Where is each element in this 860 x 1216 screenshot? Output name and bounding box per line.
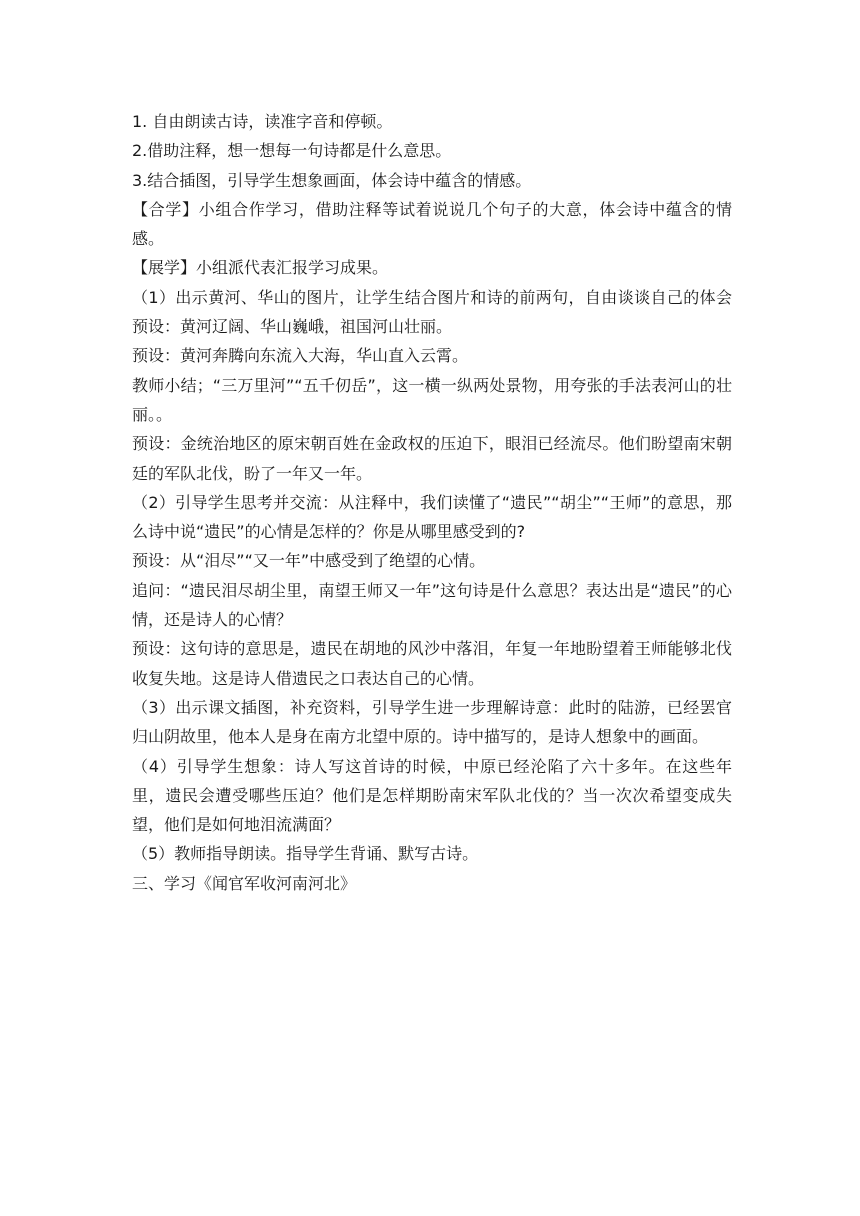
paragraph-5: 【展学】小组派代表汇报学习成果。	[132, 258, 389, 278]
paragraph-13: 预设：这句诗的意思是，遗民在胡地的风沙中落泪，年复一年地盼望着王师能够北伐收复失地。这是诗人借遗民之口表达自己的心情。	[132, 639, 732, 688]
paragraph-14: （3）出示课文插图，补充资料，引导学生进一步理解诗意：此时的陆游，已经罢官归山阴故里，他本人是身在南方北望中原的。诗中描写的，是诗人想象中的画面。	[132, 697, 732, 747]
paragraph-10: （2）引导学生思考并交流：从注释中，我们读懂了“遗民”“胡尘”“王师”的意思，那么诗中说“遗民”的心情是怎样的？你是从哪里感受到的?	[132, 492, 732, 542]
document-body	[132, 107, 732, 898]
paragraph-4: 【合学】小组合作学习，借助注释等试着说说几个句子的大意，体会诗中蕴含的情感。	[132, 199, 732, 249]
paragraph-8: 教师小结；“三万里河”“五千仞岳”，这一横一纵两处景物，用夸张的手法表河山的壮丽。。	[132, 375, 732, 424]
paragraph-11: 预设：从“泪尽”“又一年”中感受到了绝望的心情。	[132, 551, 486, 571]
paragraph-3: 3.结合插图，引导学生想象画面，体会诗中蕴含的情感。	[132, 170, 532, 190]
paragraph-16: （5）教师指导朗读。指导学生背诵、默写古诗。	[132, 844, 479, 864]
section-heading: 三、学习《闻官军收河南河北》	[132, 873, 357, 893]
paragraph-7: 预设：黄河奔腾向东流入大海，华山直入云霄。	[132, 346, 469, 366]
paragraph-1: 1. 自由朗读古诗，读准字音和停顿。	[132, 112, 393, 131]
paragraph-2: 2.借助注释，想一想每一句诗都是什么意思。	[132, 141, 452, 161]
paragraph-15: （4）引导学生想象：诗人写这首诗的时候，中原已经沦陷了六十多年。在这些年里，遗民会遭受哪些压迫？他们是怎样期盼南宋军队北伐的？当一次次希望变成失望，他们是如何地泪流满面？	[132, 756, 732, 835]
paragraph-12: 追问：“遗民泪尽胡尘里，南望王师又一年”这句诗是什么意思？表达出是“遗民”的心情，还是诗人的心情？	[132, 580, 732, 630]
paragraph-9: 预设：金统治地区的原宋朝百姓在金政权的压迫下，眼泪已经流尽。他们盼望南宋朝廷的军队北伐，盼了一年又一年。	[132, 434, 732, 483]
paragraph-6: （1）出示黄河、华山的图片，让学生结合图片和诗的前两句，自由谈谈自己的体会预设：黄河辽阔、华山巍峨，祖国河山壮丽。	[132, 287, 732, 337]
